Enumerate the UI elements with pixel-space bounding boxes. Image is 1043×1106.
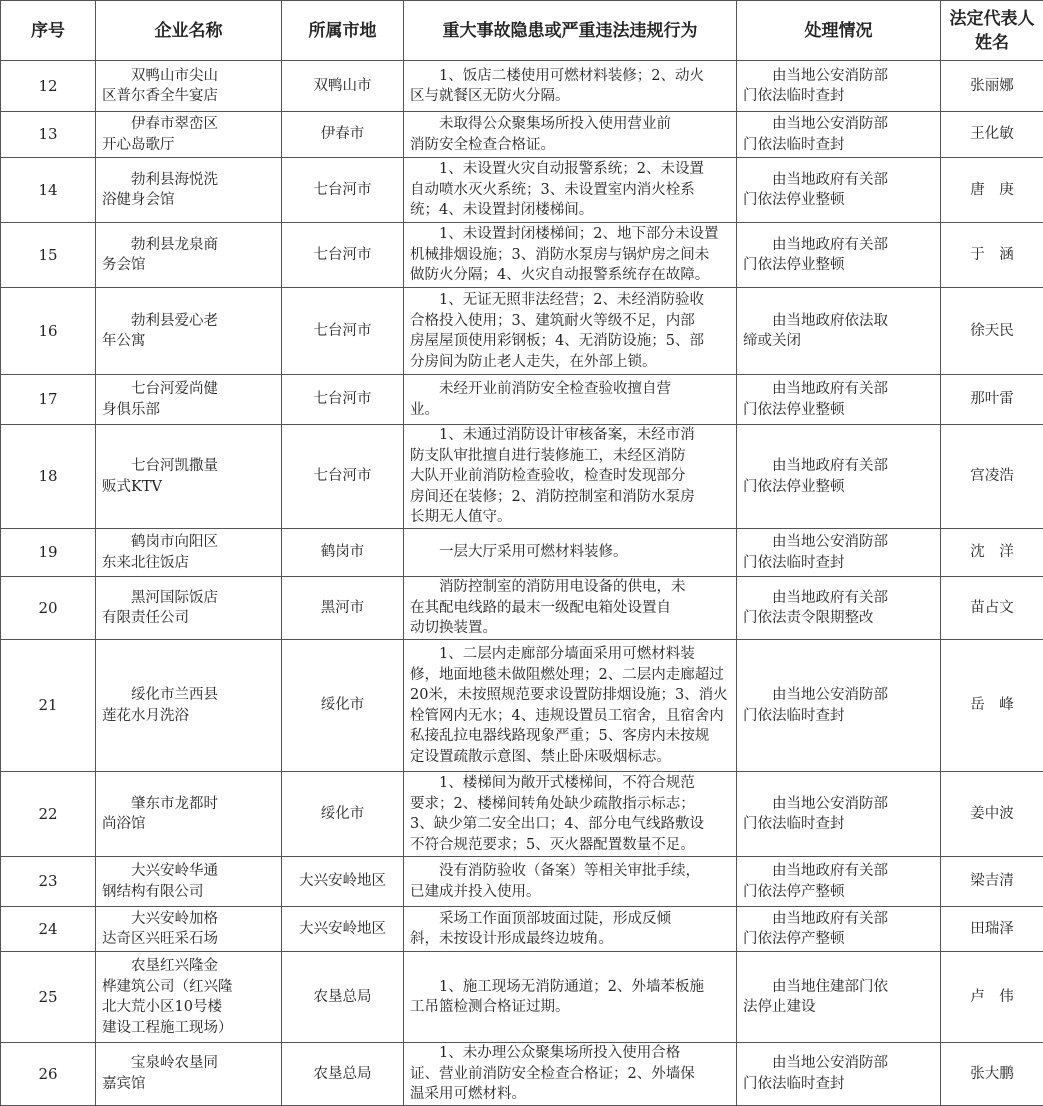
city: 七台河市 [282, 375, 404, 425]
legal-representative: 张丽娜 [941, 61, 1043, 112]
handling-action: 由当地政府有关部 门依法责令限期整改 [737, 577, 941, 640]
header-action: 处理情况 [737, 1, 941, 61]
city: 七台河市 [282, 158, 404, 223]
company-name: 农垦红兴隆金 桦建筑公司（红兴隆 北大荒小区10号楼 建设工程施工现场） [96, 952, 282, 1043]
table-row [1, 425, 1043, 529]
table-header-row [1, 1, 1043, 61]
row-number: 18 [1, 425, 96, 529]
city: 伊春市 [282, 112, 404, 158]
company-name: 七台河爱尚健 身俱乐部 [96, 375, 282, 425]
company-name: 七台河凯撒量 贩式KTV [96, 425, 282, 529]
legal-representative: 沈 洋 [941, 529, 1043, 577]
violation-description: 1、未设置封闭楼梯间；2、地下部分未设置 机械排烟设施；3、消防水泵房与锅炉房之间未 做防火分隔；4、火灾自动报警系统存在故障。 [404, 223, 737, 288]
handling-action: 由当地公安消防部 门依法临时查封 [737, 112, 941, 158]
company-name: 大兴安岭华通 钢结构有限公司 [96, 857, 282, 907]
row-number: 12 [1, 61, 96, 112]
row-number: 19 [1, 529, 96, 577]
row-number: 25 [1, 952, 96, 1043]
legal-representative: 梁吉清 [941, 857, 1043, 907]
header-company: 企业名称 [96, 1, 282, 61]
legal-representative: 岳 峰 [941, 640, 1043, 772]
company-name: 双鸭山市尖山 区普尔香全牛宴店 [96, 61, 282, 112]
city: 绥化市 [282, 640, 404, 772]
row-number: 16 [1, 288, 96, 375]
violation-description: 消防控制室的消防用电设备的供电，未 在其配电线路的最末一级配电箱处设置自 动切换装置。 [404, 577, 737, 640]
legal-representative: 姜中波 [941, 772, 1043, 857]
handling-action: 由当地政府有关部 门依法停产整顿 [737, 857, 941, 907]
city: 七台河市 [282, 288, 404, 375]
company-name: 勃利县爱心老 年公寓 [96, 288, 282, 375]
row-number: 14 [1, 158, 96, 223]
header-issue: 重大事故隐患或严重违法违规行为 [404, 1, 737, 61]
handling-action: 由当地公安消防部 门依法临时查封 [737, 640, 941, 772]
company-name: 鹤岗市向阳区 东来北往饭店 [96, 529, 282, 577]
company-name: 绥化市兰西县 莲花水月洗浴 [96, 640, 282, 772]
company-name: 大兴安岭加格 达奇区兴旺采石场 [96, 907, 282, 952]
row-number: 13 [1, 112, 96, 158]
table-row [1, 857, 1043, 907]
violation-description: 1、施工现场无消防通道；2、外墙苯板施 工吊篮检测合格证过期。 [404, 952, 737, 1043]
header-no: 序号 [1, 1, 96, 61]
legal-representative: 宫凌浩 [941, 425, 1043, 529]
violation-description: 1、未设置火灾自动报警系统；2、未设置 自动喷水灭火系统；3、未设置室内消火栓系 统；4、未设置封闭楼梯间。 [404, 158, 737, 223]
table-row [1, 772, 1043, 857]
violation-description: 采场工作面顶部坡面过陡，形成反倾 斜，未按设计形成最终边坡角。 [404, 907, 737, 952]
legal-representative: 田瑞泽 [941, 907, 1043, 952]
company-name: 伊春市翠峦区 开心岛歌厅 [96, 112, 282, 158]
company-name: 黑河国际饭店 有限责任公司 [96, 577, 282, 640]
handling-action: 由当地公安消防部 门依法临时查封 [737, 772, 941, 857]
table-row [1, 61, 1043, 112]
table-row [1, 577, 1043, 640]
legal-representative: 苗占文 [941, 577, 1043, 640]
row-number: 23 [1, 857, 96, 907]
header-city: 所属市地 [282, 1, 404, 61]
row-number: 26 [1, 1043, 96, 1106]
table-row [1, 288, 1043, 375]
violation-description: 1、饭店二楼使用可燃材料装修；2、动火 区与就餐区无防火分隔。 [404, 61, 737, 112]
header-rep: 法定代表人 姓名 [941, 1, 1043, 61]
handling-action: 由当地政府有关部 门依法停产整顿 [737, 907, 941, 952]
city: 鹤岗市 [282, 529, 404, 577]
violation-description: 没有消防验收（备案）等相关审批手续， 已建成并投入使用。 [404, 857, 737, 907]
row-number: 21 [1, 640, 96, 772]
handling-action: 由当地公安消防部 门依法临时查封 [737, 61, 941, 112]
legal-representative: 于 涵 [941, 223, 1043, 288]
legal-representative: 唐 庚 [941, 158, 1043, 223]
table-row [1, 223, 1043, 288]
violation-description: 一层大厅采用可燃材料装修。 [404, 529, 737, 577]
handling-action: 由当地政府有关部 门依法停业整顿 [737, 425, 941, 529]
city: 农垦总局 [282, 952, 404, 1043]
violation-description: 1、未通过消防设计审核备案，未经市消 防支队审批擅自进行装修施工，未经区消防 大队开业前消防检查验收，检查时发现部分 房间还在装修；2、消防控制室和消防水泵房 长期无人值守。 [404, 425, 737, 529]
row-number: 20 [1, 577, 96, 640]
city: 黑河市 [282, 577, 404, 640]
violation-description: 未取得公众聚集场所投入使用营业前 消防安全检查合格证。 [404, 112, 737, 158]
handling-action: 由当地政府依法取 缔或关闭 [737, 288, 941, 375]
violation-description: 1、二层内走廊部分墙面采用可燃材料装 修，地面地毯未做阻燃处理；2、二层内走廊超过 20米，未按照规范要求设置防排烟设施；3、消火 栓管网内无水；4、违规设置员工宿舍，且宿舍内 私接乱拉电器线路现象严重；5、客房内未按规 定设置疏散示意图、禁止卧床吸烟标志。 [404, 640, 737, 772]
violation-description: 1、无证无照非法经营；2、未经消防验收 合格投入使用；3、建筑耐火等级不足，内部 房屋屋顶使用彩钢板；4、无消防设施；5、部 分房间为防止老人走失，在外部上锁。 [404, 288, 737, 375]
handling-action: 由当地政府有关部 门依法停业整顿 [737, 375, 941, 425]
city: 双鸭山市 [282, 61, 404, 112]
legal-representative: 张大鹏 [941, 1043, 1043, 1106]
handling-action: 由当地公安消防部 门依法临时查封 [737, 529, 941, 577]
table-row [1, 158, 1043, 223]
table-row [1, 1043, 1043, 1106]
city: 绥化市 [282, 772, 404, 857]
legal-representative: 徐天民 [941, 288, 1043, 375]
company-name: 勃利县龙泉商 务会馆 [96, 223, 282, 288]
row-number: 24 [1, 907, 96, 952]
handling-action: 由当地住建部门依 法停止建设 [737, 952, 941, 1043]
handling-action: 由当地政府有关部 门依法停业整顿 [737, 158, 941, 223]
city: 大兴安岭地区 [282, 857, 404, 907]
legal-representative: 王化敏 [941, 112, 1043, 158]
table-row [1, 952, 1043, 1043]
city: 七台河市 [282, 223, 404, 288]
company-name: 勃利县海悦洗 浴健身会馆 [96, 158, 282, 223]
company-name: 肇东市龙都时 尚浴馆 [96, 772, 282, 857]
row-number: 22 [1, 772, 96, 857]
table-row [1, 375, 1043, 425]
table-row [1, 112, 1043, 158]
table-row [1, 907, 1043, 952]
handling-action: 由当地政府有关部 门依法停业整顿 [737, 223, 941, 288]
row-number: 15 [1, 223, 96, 288]
violation-description: 未经开业前消防安全检查验收擅自营 业。 [404, 375, 737, 425]
legal-representative: 那叶雷 [941, 375, 1043, 425]
city: 农垦总局 [282, 1043, 404, 1106]
table-row [1, 529, 1043, 577]
handling-action: 由当地公安消防部 门依法临时查封 [737, 1043, 941, 1106]
city: 大兴安岭地区 [282, 907, 404, 952]
legal-representative: 卢 伟 [941, 952, 1043, 1043]
violation-description: 1、未办理公众聚集场所投入使用合格 证、营业前消防安全检查合格证；2、外墙保 温采用可燃材料。 [404, 1043, 737, 1106]
company-name: 宝泉岭农垦同 嘉宾馆 [96, 1043, 282, 1106]
row-number: 17 [1, 375, 96, 425]
violation-description: 1、楼梯间为敞开式楼梯间，不符合规范 要求；2、楼梯间转角处缺少疏散指示标志； 3、缺少第二安全出口；4、部分电气线路敷设 不符合规范要求；5、灭火器配置数量不足。 [404, 772, 737, 857]
city: 七台河市 [282, 425, 404, 529]
table-row [1, 640, 1043, 772]
